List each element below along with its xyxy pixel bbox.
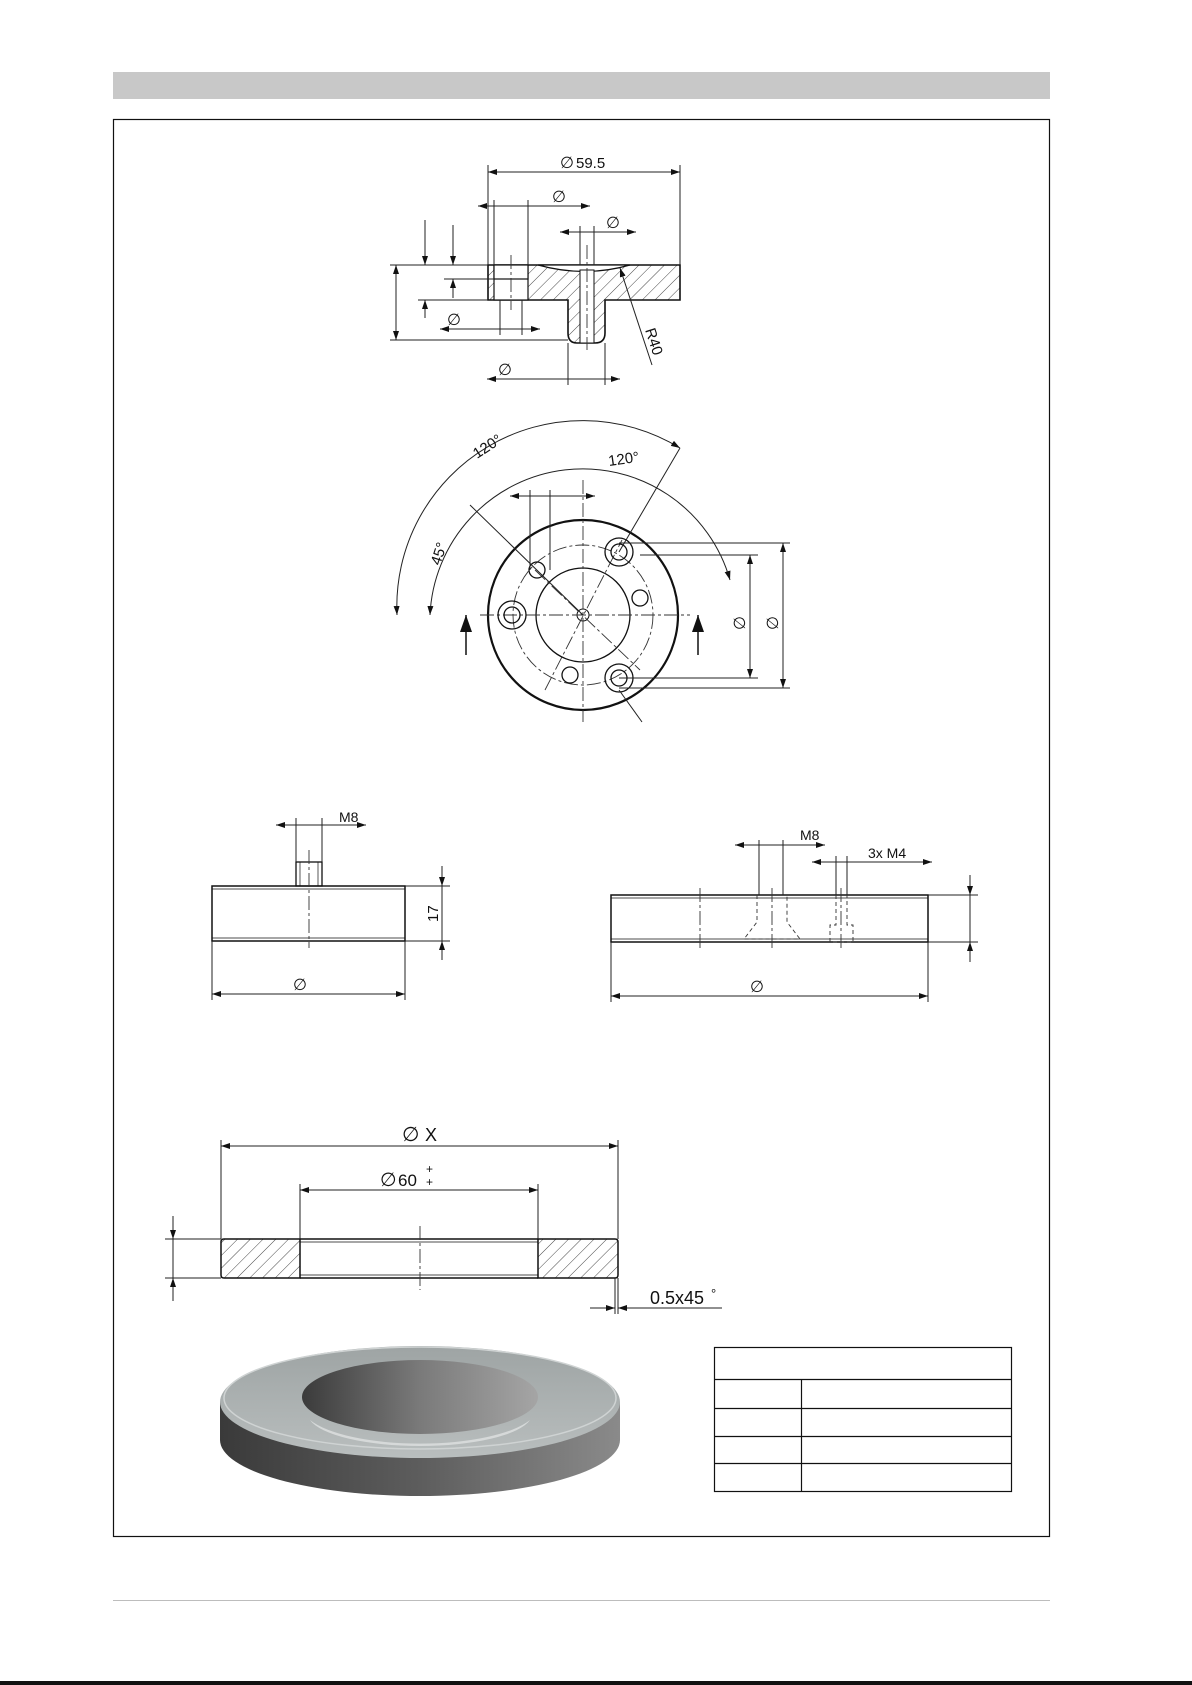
sv-dia-symbol-3: ∅ — [606, 215, 620, 232]
title-block — [715, 1348, 1012, 1492]
slv-dia: ∅ — [293, 977, 307, 994]
ring-chamfer-unit: ° — [711, 1286, 717, 1301]
footer-rule — [113, 1600, 1050, 1601]
ring-chamfer: 0.5x45 — [650, 1288, 705, 1308]
sv-dia-symbol: ∅ — [560, 155, 574, 172]
ring-inner-dia: 60 — [398, 1171, 417, 1190]
ring-tol-upper: + — [426, 1162, 434, 1176]
sv-dia-symbol-2: ∅ — [552, 189, 566, 206]
srv-holes: 3x M4 — [868, 845, 907, 861]
tv-angle-inner: 120° — [607, 448, 641, 470]
srv-thread: M8 — [800, 827, 820, 843]
side-view-left — [212, 809, 450, 1000]
ring-outer-dia: X — [425, 1125, 438, 1145]
tv-angle-outer: 120° — [469, 431, 506, 463]
sv-dia-symbol-4: ∅ — [447, 312, 461, 329]
srv-dia: ∅ — [750, 979, 764, 996]
top-view — [397, 421, 790, 722]
tv-angle-small: 45° — [427, 540, 451, 568]
tv-dia-outer: ∅ — [765, 616, 782, 630]
ring-tol-lower: + — [426, 1175, 434, 1189]
bottom-rule — [0, 1681, 1192, 1685]
ring-inner-dia-symbol: ∅ — [380, 1170, 397, 1191]
ring-section — [165, 1124, 722, 1314]
slv-height: 17 — [425, 905, 442, 922]
section-view — [390, 155, 680, 385]
ring-outer-dia-symbol: ∅ — [402, 1124, 420, 1146]
side-view-right — [611, 827, 978, 1002]
sv-radius: R40 — [641, 325, 666, 358]
tv-dia-inner: ∅ — [732, 616, 749, 630]
sv-outer-diameter: 59.5 — [576, 155, 606, 172]
ring-3d-render — [220, 1346, 620, 1496]
sv-dia-symbol-5: ∅ — [498, 362, 512, 379]
slv-thread: M8 — [339, 809, 359, 825]
